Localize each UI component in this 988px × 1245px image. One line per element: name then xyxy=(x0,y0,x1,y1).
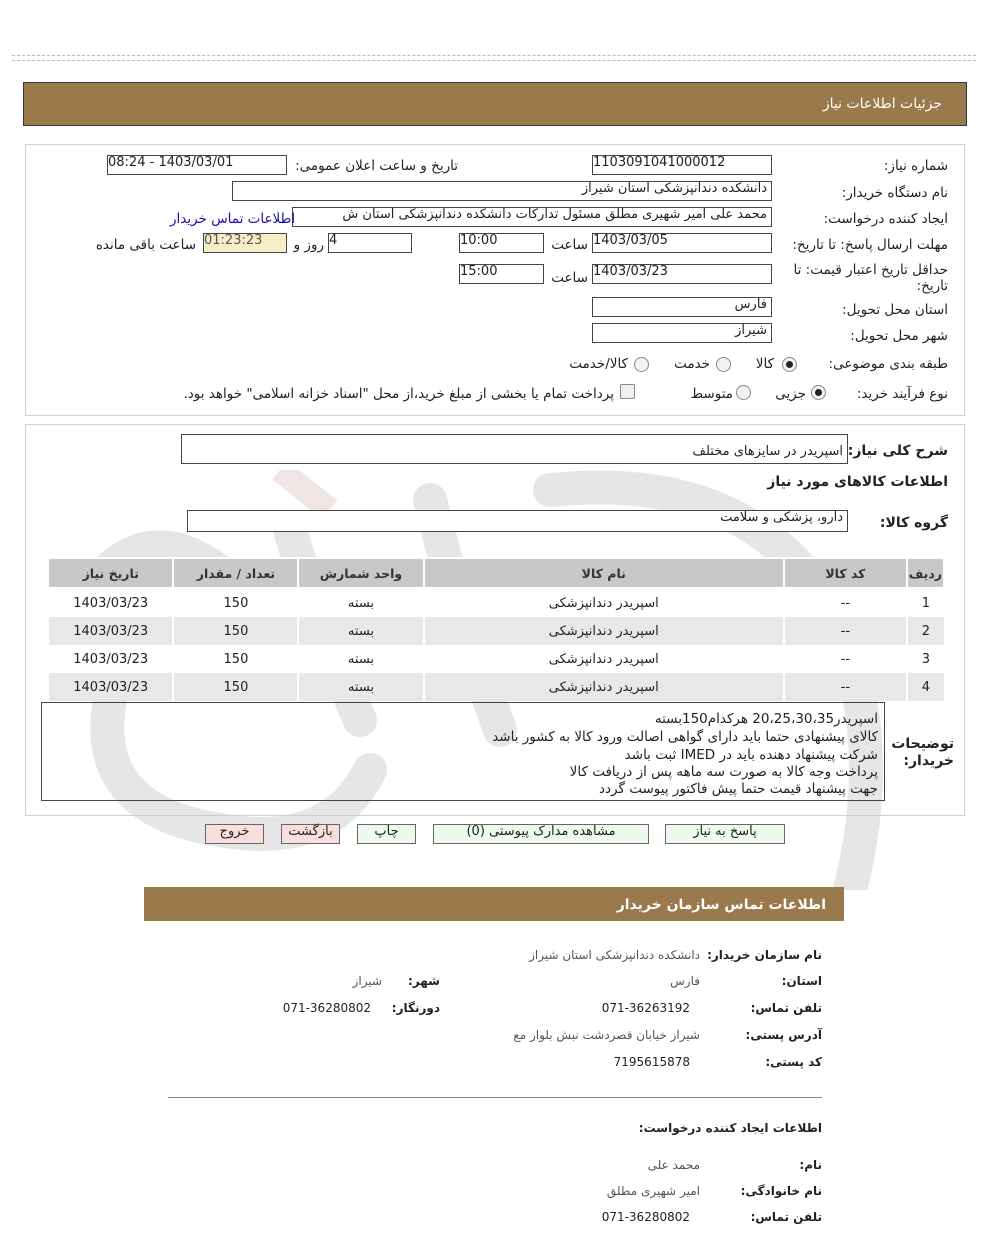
contact-section-header xyxy=(144,887,844,921)
announce-date-label: تاریخ و ساعت اعلان عمومی: xyxy=(295,158,458,174)
contact-city-label: شهر: xyxy=(408,974,440,988)
delivery-province-field: فارس xyxy=(592,297,772,317)
category-service-radio[interactable] xyxy=(716,357,731,372)
note-line: اسپریدر20،25،30،35 هرکدام150بسته xyxy=(654,711,878,727)
cell-row: 3 xyxy=(907,645,944,673)
back-button[interactable]: بازگشت xyxy=(281,824,340,844)
contact-postal-label: کد پستی: xyxy=(765,1055,822,1069)
process-medium-label: متوسط xyxy=(690,386,733,402)
cell-unit: بسته xyxy=(298,617,423,645)
cell-qty: 150 xyxy=(173,645,298,673)
creator-label: ایجاد کننده درخواست: xyxy=(823,211,948,227)
contact-province-label: استان: xyxy=(781,974,822,988)
top-divider xyxy=(12,55,976,61)
summary-label: شرح کلی نیاز: xyxy=(847,443,948,459)
buyer-org-field: دانشکده دندانپزشکی استان شیراز xyxy=(232,181,772,201)
validity-time-label: ساعت xyxy=(551,270,588,286)
note-line: شرکت پیشنهاد دهنده باید در IMED ثبت باشد xyxy=(624,747,878,763)
creator-family-label: نام خانوادگی: xyxy=(740,1184,822,1198)
note-line: کالای پیشنهادی حتما باید دارای گواهی اصالت ورود کالا به کشور باشد xyxy=(492,729,878,745)
cell-name: اسپریدر دندانپزشکی xyxy=(424,588,784,617)
contact-address-value: شیراز خیابان قصردشت نبش بلوار مع xyxy=(513,1028,700,1042)
cell-code: -- xyxy=(784,645,907,673)
contact-phone-value: 071-36263192 xyxy=(601,1001,690,1015)
cell-qty: 150 xyxy=(173,588,298,617)
contact-section-title: اطلاعات تماس سازمان خریدار xyxy=(616,897,826,913)
contact-postal-value: 7195615878 xyxy=(613,1055,690,1069)
cell-name: اسپریدر دندانپزشکی xyxy=(424,617,784,645)
validity-label: حداقل تاریخ اعتبار قیمت: تا تاریخ: xyxy=(793,262,948,294)
deadline-label: مهلت ارسال پاسخ: تا تاریخ: xyxy=(792,237,948,253)
delivery-city-label: شهر محل تحویل: xyxy=(850,328,948,344)
cell-code: -- xyxy=(784,617,907,645)
cell-row: 2 xyxy=(907,617,944,645)
cell-date: 1403/03/23 xyxy=(48,645,173,673)
contact-fax-value: 071-36280802 xyxy=(282,1001,371,1015)
print-button[interactable]: چاپ xyxy=(357,824,416,844)
cell-date: 1403/03/23 xyxy=(48,588,173,617)
cell-code: -- xyxy=(784,588,907,617)
validity-date-field: 1403/03/23 xyxy=(592,264,772,284)
attached-docs-button[interactable]: مشاهده مدارک پیوستی (0) xyxy=(433,824,649,844)
buyer-notes-box xyxy=(41,702,885,801)
contact-fax-label: دورنگار: xyxy=(391,1001,440,1015)
category-both-radio[interactable] xyxy=(634,357,649,372)
table-row xyxy=(48,588,944,617)
days-field: 4 xyxy=(328,233,412,253)
reply-button[interactable]: پاسخ به نیاز xyxy=(665,824,785,844)
col-row: ردیف xyxy=(907,558,944,588)
creator-field: محمد علی امیر شهیری مطلق مسئول تدارکات دانشکده دندانپزشکی استان ش xyxy=(292,207,772,227)
category-goods-radio[interactable] xyxy=(782,357,797,372)
delivery-city-field: شیراز xyxy=(592,323,772,343)
creator-family-value: امیر شهیری مطلق xyxy=(606,1184,700,1198)
validity-time-field: 15:00 xyxy=(459,264,544,284)
contact-province-value: فارس xyxy=(670,974,700,988)
cell-date: 1403/03/23 xyxy=(48,673,173,701)
category-both-label: کالا/خدمت xyxy=(569,356,628,372)
col-code: کد کالا xyxy=(784,558,907,588)
col-unit: واحد شمارش xyxy=(298,558,423,588)
deadline-date-field: 1403/03/05 xyxy=(592,233,772,253)
col-qty: تعداد / مقدار xyxy=(173,558,298,588)
col-name: نام کالا xyxy=(424,558,784,588)
buyer-contact-link[interactable]: اطلاعات تماس خریدار xyxy=(170,211,296,227)
table-header-row xyxy=(48,558,944,588)
cell-row: 1 xyxy=(907,588,944,617)
treasury-payment-text: پرداخت تمام یا بخشی از مبلغ خرید،از محل "اسناد خزانه اسلامی" خواهد بود. xyxy=(183,386,614,402)
page-title: جزئیات اطلاعات نیاز xyxy=(822,96,942,112)
buyer-org-label: نام دستگاه خریدار: xyxy=(841,185,948,201)
process-medium-radio[interactable] xyxy=(736,385,751,400)
col-date: تاریخ نیاز xyxy=(48,558,173,588)
note-line: جهت پیشنهاد قیمت حتما پیش فاکتور پیوست گردد xyxy=(599,781,878,797)
cell-qty: 150 xyxy=(173,673,298,701)
goods-group-label: گروه کالا: xyxy=(879,515,948,531)
table-row xyxy=(48,617,944,645)
creator-phone-value: 071-36280802 xyxy=(601,1210,690,1224)
summary-field: اسپریدر در سایزهای مختلف xyxy=(181,434,848,464)
exit-button[interactable]: خروج xyxy=(205,824,264,844)
category-goods-label: کالا xyxy=(755,356,774,372)
creator-info-title: اطلاعات ایجاد کننده درخواست: xyxy=(638,1121,822,1135)
deadline-time-label: ساعت xyxy=(551,237,588,253)
announce-date-field: 1403/03/01 - 08:24 xyxy=(107,155,287,175)
cell-unit: بسته xyxy=(298,645,423,673)
category-service-label: خدمت xyxy=(674,356,710,372)
page-header xyxy=(23,82,967,126)
contact-phone-label: تلفن تماس: xyxy=(750,1001,822,1015)
delivery-province-label: استان محل تحویل: xyxy=(842,302,948,318)
process-label: نوع فرآیند خرید: xyxy=(856,386,948,402)
cell-qty: 150 xyxy=(173,617,298,645)
cell-unit: بسته xyxy=(298,673,423,701)
table-row xyxy=(48,645,944,673)
cell-name: اسپریدر دندانپزشکی xyxy=(424,673,784,701)
cell-name: اسپریدر دندانپزشکی xyxy=(424,645,784,673)
process-minor-label: جزیی xyxy=(775,386,806,402)
creator-name-label: نام: xyxy=(799,1158,822,1172)
contact-address-label: آدرس پستی: xyxy=(745,1028,822,1042)
remaining-time-field: 01:23:23 xyxy=(203,233,287,253)
goods-table xyxy=(47,557,945,701)
cell-code: -- xyxy=(784,673,907,701)
contact-city-value: شیراز xyxy=(352,974,382,988)
need-number-label: شماره نیاز: xyxy=(883,158,948,174)
buyer-notes-label: توضیحات خریدار: xyxy=(891,736,954,769)
org-name-value: دانشکده دندانپزشکی استان شیراز xyxy=(529,948,700,962)
treasury-payment-checkbox[interactable] xyxy=(620,384,635,399)
remaining-time-label: ساعت باقی مانده xyxy=(95,237,196,253)
cell-row: 4 xyxy=(907,673,944,701)
process-minor-radio[interactable] xyxy=(811,385,826,400)
cell-unit: بسته xyxy=(298,588,423,617)
creator-phone-label: تلفن تماس: xyxy=(750,1210,822,1224)
category-label: طبقه بندی موضوعی: xyxy=(828,356,948,372)
days-label: روز و xyxy=(293,237,324,253)
need-number-field: 1103091041000012 xyxy=(592,155,772,175)
contact-divider xyxy=(168,1097,822,1098)
goods-group-field: دارو، پزشکی و سلامت xyxy=(187,510,848,532)
goods-info-title: اطلاعات کالاهای مورد نیاز xyxy=(767,474,948,490)
note-line: پرداخت وجه کالا به صورت سه ماهه پس از دریافت کالا xyxy=(569,764,878,780)
org-name-label: نام سازمان خریدار: xyxy=(707,948,822,962)
cell-date: 1403/03/23 xyxy=(48,617,173,645)
deadline-time-field: 10:00 xyxy=(459,233,544,253)
creator-name-value: محمد علی xyxy=(647,1158,700,1172)
table-row xyxy=(48,673,944,701)
